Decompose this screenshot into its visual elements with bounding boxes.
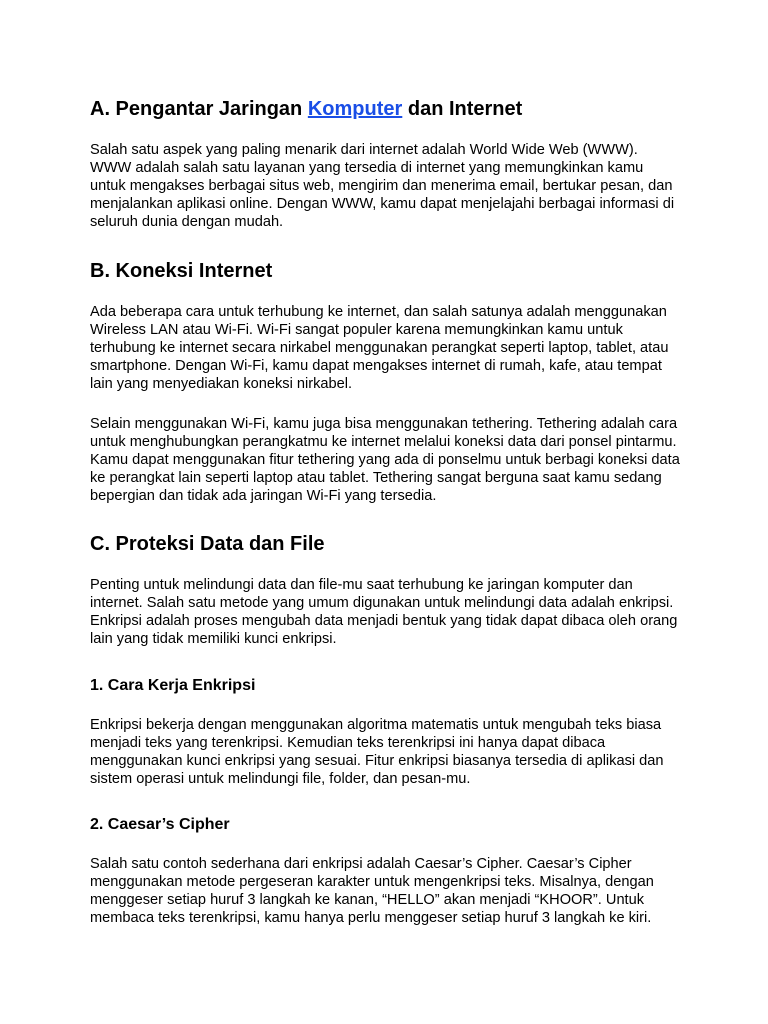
section-a-heading-suffix: dan Internet [402, 98, 523, 120]
subsection-2-paragraph: Salah satu contoh sederhana dari enkripsi adalah Caesar’s Cipher. Caesar’s Cipher menggunakan metode pergeseran karakter untuk mengenkripsi teks. Misalnya, dengan menggeser setiap huruf 3 langkah ke kanan, “HELLO” akan menjadi “KHOOR”. Untuk membaca teks terenkripsi, kamu hanya perlu menggeser setiap huruf 3 langkah ke kiri. [90, 856, 654, 926]
section-b-paragraph-1: Ada beberapa cara untuk terhubung ke internet, dan salah satunya adalah menggunakan Wireless LAN atau Wi-Fi. Wi-Fi sangat populer karena memungkinkan kamu untuk terhubung ke internet secara nirkabel menggunakan perangkat seperti laptop, tablet, atau smartphone. Dengan Wi-Fi, kamu dapat mengakses internet di rumah, kafe, atau tempat lain yang menyediakan koneksi nirkabel. [90, 304, 669, 392]
section-c-heading: C. Proteksi Data dan File [90, 533, 325, 555]
section-c-paragraph: Penting untuk melindungi data dan file-mu saat terhubung ke jaringan komputer dan internet. Salah satu metode yang umum digunakan untuk melindungi data adalah enkripsi. Enkripsi adalah proses mengubah data menjadi bentuk yang tidak dapat dibaca oleh orang lain yang tidak memiliki kunci enkripsi. [90, 577, 678, 647]
subsection-2-heading: 2. Caesar’s Cipher [90, 816, 230, 833]
komputer-link[interactable]: Komputer [307, 98, 403, 120]
section-b-paragraph-2: Selain menggunakan Wi-Fi, kamu juga bisa menggunakan tethering. Tethering adalah cara untuk menghubungkan perangkatmu ke internet melalui koneksi data dari ponsel pintarmu. Kamu dapat menggunakan fitur tethering yang ada di ponselmu untuk berbagi koneksi data ke perangkat lain seperti laptop atau tablet. Tethering sangat berguna saat kamu sedang bepergian dan tidak ada jaringan Wi-Fi yang tersedia. [90, 416, 680, 504]
section-a-heading-prefix: A. Pengantar Jaringan [90, 98, 308, 120]
subsection-1-paragraph: Enkripsi bekerja dengan menggunakan algoritma matematis untuk mengubah teks biasa menjadi teks yang terenkripsi. Kemudian teks terenkripsi ini hanya dapat dibaca menggunakan kunci enkripsi yang sesuai. Fitur enkripsi biasanya tersedia di aplikasi dan sistem operasi untuk melindungi file, folder, dan pesan-mu. [90, 717, 664, 787]
section-a-paragraph: Salah satu aspek yang paling menarik dari internet adalah World Wide Web (WWW). WWW adalah salah satu layanan yang tersedia di internet yang memungkinkan kamu untuk mengakses berbagai situs web, mengirim dan menerima email, bertukar pesan, dan menjalankan aplikasi online. Dengan WWW, kamu dapat menjelajahi berbagai informasi di seluruh dunia dengan mudah. [90, 142, 675, 230]
subsection-1-heading: 1. Cara Kerja Enkripsi [90, 677, 256, 694]
section-b-heading: B. Koneksi Internet [90, 260, 273, 282]
section-a-heading [90, 97, 522, 121]
